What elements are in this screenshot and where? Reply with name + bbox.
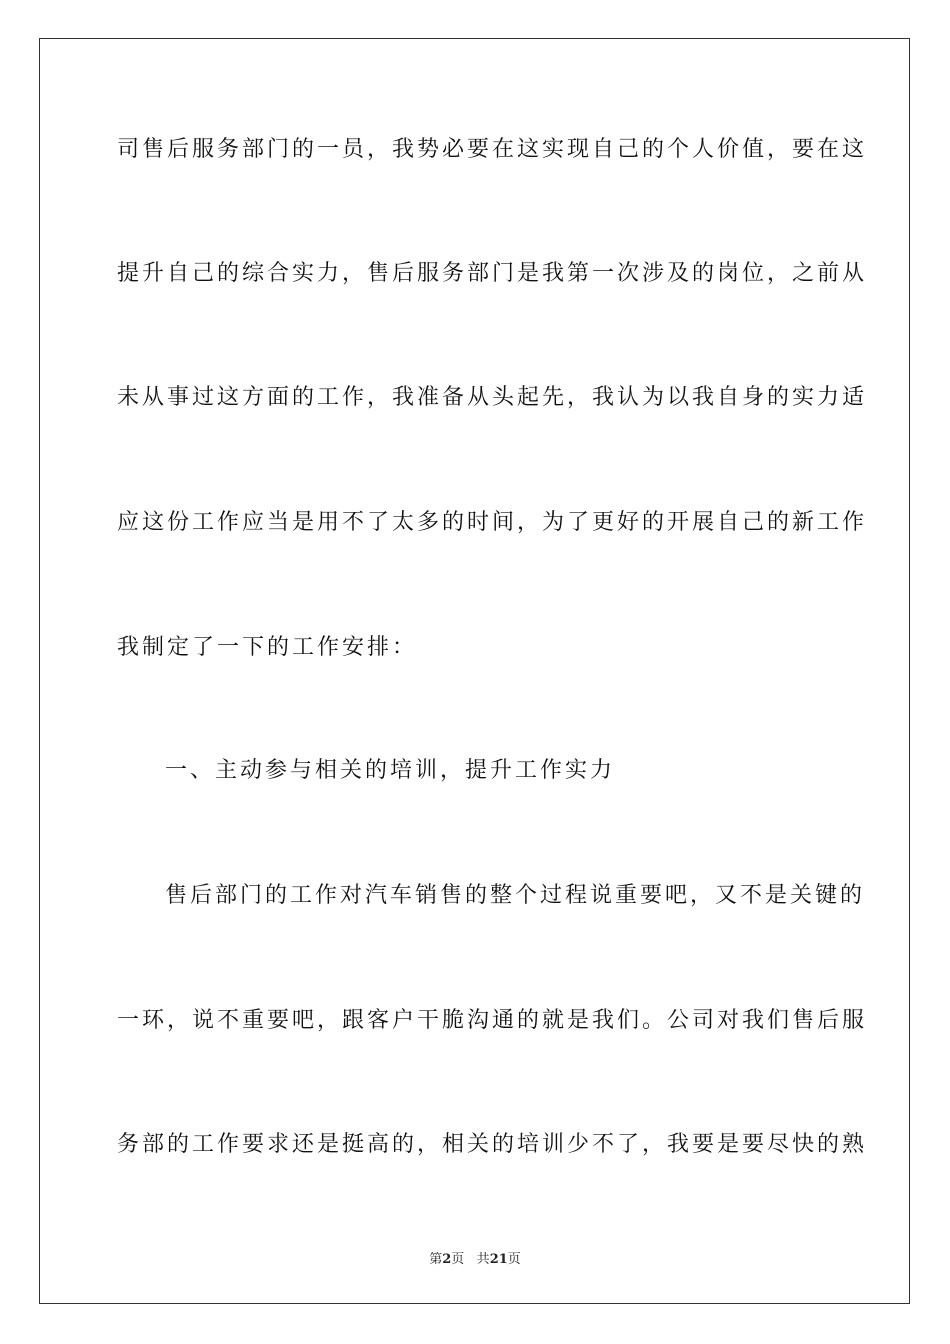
page-footer [0, 1248, 950, 1267]
footer-page-suffix: 页 [451, 1252, 465, 1267]
paragraph-start-line: 售后部门的工作对汽车销售的整个过程说重要吧，又不是关键的 [165, 883, 866, 908]
footer-total-prefix: 共 [476, 1252, 490, 1267]
footer-total-suffix: 页 [507, 1252, 521, 1267]
body-line-3: 未从事过这方面的工作，我准备从头起先，我认为以我自身的实力适 [117, 385, 868, 410]
body-line-4: 应这份工作应当是用不了太多的时间，为了更好的开展自己的新工作 [117, 510, 868, 535]
footer-page-prefix: 第 [429, 1252, 443, 1267]
body-line-9: 务部的工作要求还是挺高的，相关的培训少不了，我要是要尽快的熟 [117, 1132, 868, 1157]
body-line-2: 提升自己的综合实力，售后服务部门是我第一次涉及的岗位，之前从 [117, 261, 868, 286]
section-heading-1: 一、主动参与相关的培训，提升工作实力 [165, 758, 616, 783]
body-line-5: 我制定了一下的工作安排： [117, 635, 418, 660]
footer-total-pages: 21 [489, 1252, 508, 1267]
footer-page-number: 2 [442, 1252, 452, 1267]
body-line-8: 一环，说不重要吧，跟客户干脆沟通的就是我们。公司对我们售后服 [117, 1008, 868, 1033]
page-border [39, 38, 910, 1304]
body-line-1: 司售后服务部门的一员，我势必要在这实现自己的个人价值，要在这 [117, 137, 868, 162]
